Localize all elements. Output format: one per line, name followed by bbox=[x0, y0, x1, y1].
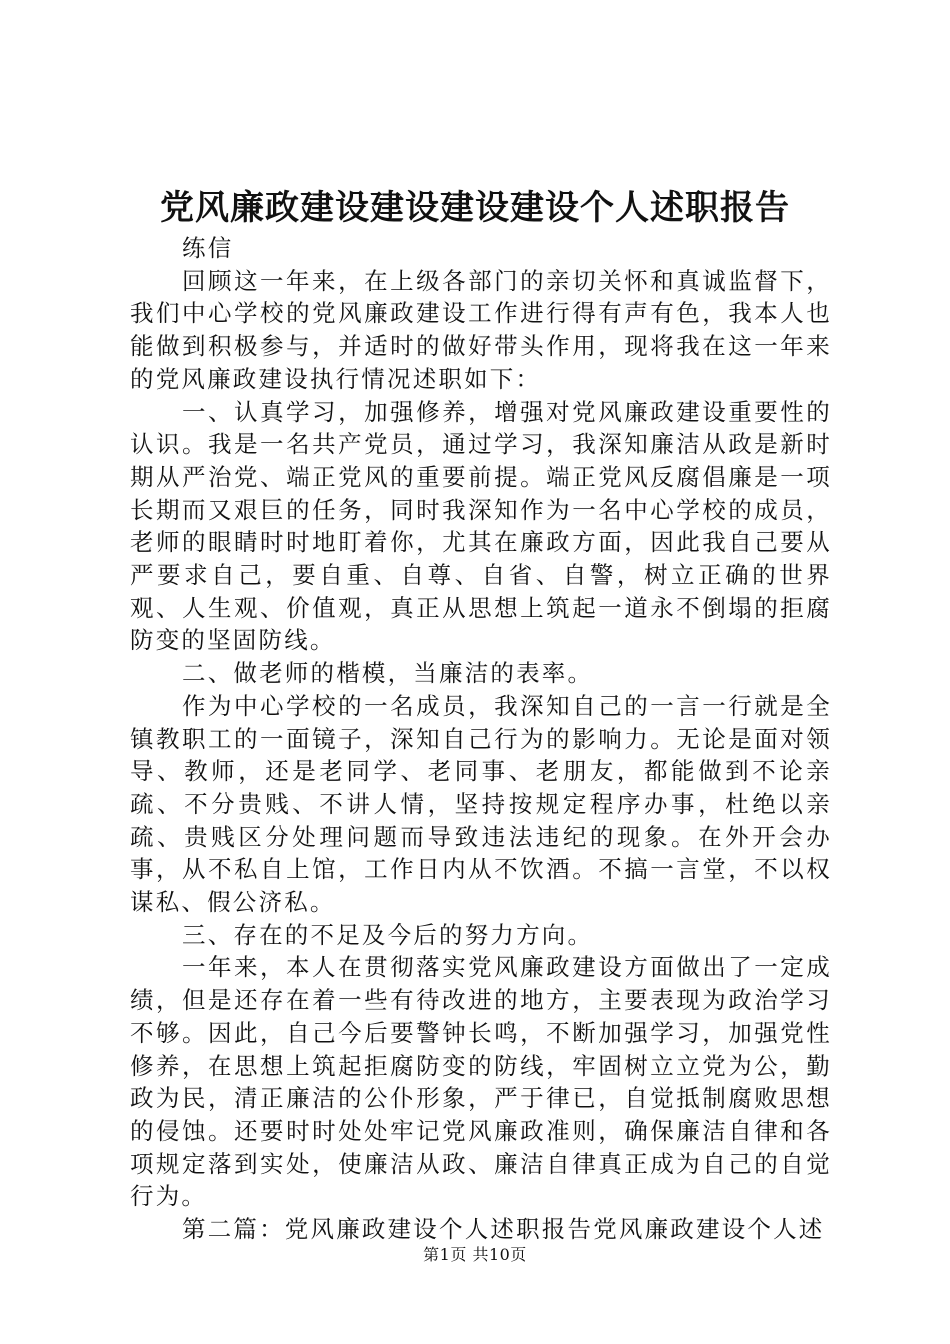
paragraph-section-3: 一年来，本人在贯彻落实党风廉政建设方面做出了一定成绩，但是还存在着一些有待改进的地方，主要表现为政治学习不够。因此，自己今后要警钟长鸣，不断加强学习，加强党性修养，在思想上筑起拒腐防变的防线，牢固树立立党为公，勤政为民，清正廉洁的公仆形象，严于律已，自觉抵制腐败思想的侵蚀。还要时时处处牢记党风廉政准则，确保廉洁自律和各项规定落到实处，使廉洁从政、廉洁自律真正成为自己的自觉行为。 bbox=[130, 953, 832, 1211]
author-line: 练信 bbox=[182, 234, 234, 262]
heading-section-3: 三、存在的不足及今后的努力方向。 bbox=[182, 920, 594, 949]
paragraph-second-article: 第二篇：党风廉政建设个人述职报告党风廉政建设个人述 bbox=[182, 1215, 825, 1244]
heading-section-2: 二、做老师的楷模，当廉洁的表率。 bbox=[182, 659, 594, 688]
paragraph-section-2: 作为中心学校的一名成员，我深知自己的一言一行就是全镇教职工的一面镜子，深知自己行为的影响力。无论是面对领导、教师，还是老同学、老同事、老朋友，都能做到不论亲疏、不分贵贱、不讲人情，坚持按规定程序办事，杜绝以亲疏、贵贱区分处理问题而导致违法违纪的现象。在外开会办事，从不私自上馆，工作日内从不饮酒。不搞一言堂，不以权谋私、假公济私。 bbox=[130, 691, 832, 917]
page-number-footer: 第1页 共10页 bbox=[423, 1245, 527, 1264]
paragraph-intro: 回顾这一年来，在上级各部门的亲切关怀和真诚监督下，我们中心学校的党风廉政建设工作进行得有声有色，我本人也能做到积极参与，并适时的做好带头作用，现将我在这一年来的党风廉政建设执行情况述职如下： bbox=[130, 266, 832, 393]
document-title: 党风廉政建设建设建设建设个人述职报告 bbox=[160, 188, 790, 228]
paragraph-section-1: 一、认真学习，加强修养，增强对党风廉政建设重要性的认识。我是一名共产党员，通过学习，我深知廉洁从政是新时期从严治党、端正党风的重要前提。端正党风反腐倡廉是一项长期而又艰巨的任务，同时我深知作为一名中心学校的成员，老师的眼睛时时地盯着你，尤其在廉政方面，因此我自己要从严要求自己，要自重、自尊、自省、自警，树立正确的世界观、人生观、价值观，真正从思想上筑起一道永不倒塌的拒腐防变的坚固防线。 bbox=[130, 397, 832, 655]
document-body bbox=[130, 232, 832, 1246]
